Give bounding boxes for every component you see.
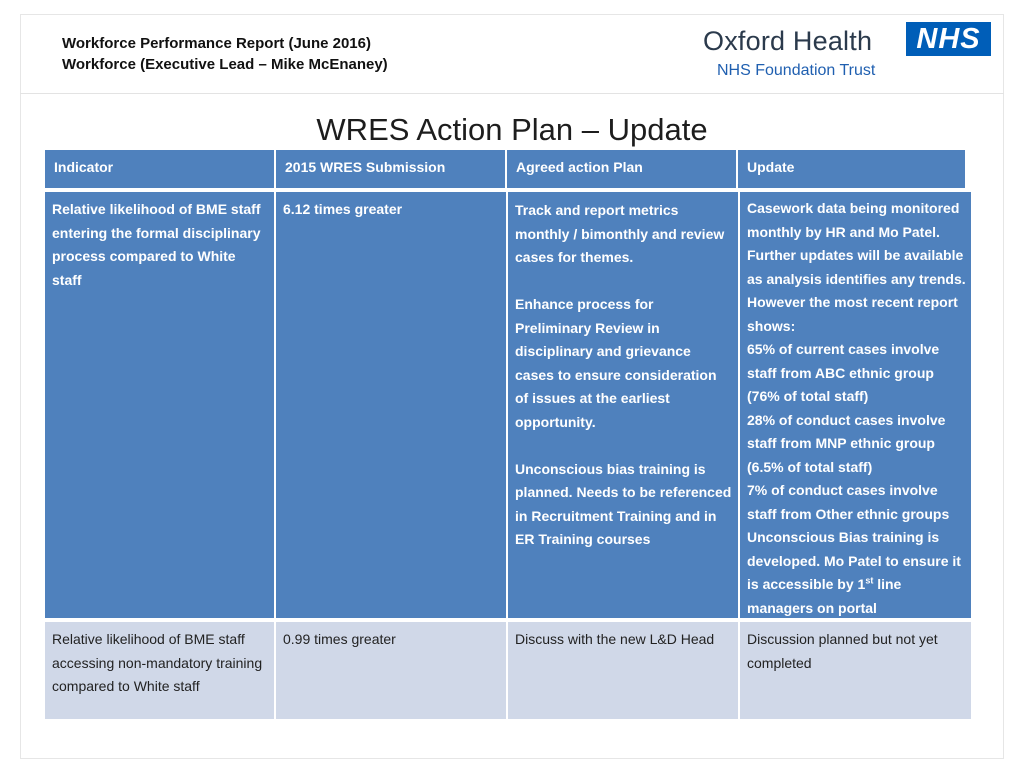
row1-action-metrics: Track and report metrics monthly / bimonthly and review cases for themes. [515,202,725,265]
row1-indicator-cell [45,192,274,618]
row2-submission: 0.99 times greater [283,631,396,647]
row1-action-review: Enhance process for Preliminary Review in disciplinary and grievance cases to ensure consideration of issues at the earliest opportunity. [515,296,717,430]
column-header-action-plan: Agreed action Plan [507,150,736,188]
row1-update-intro: Casework data being monitored monthly by HR and Mo Patel. Further updates will be available as analysis identifies any trends. However the most recent report shows: [747,200,966,334]
column-header-indicator: Indicator [45,150,274,188]
page-title: WRES Action Plan – Update [316,112,708,147]
logo-trust-name: NHS Foundation Trust [717,62,876,79]
row1-indicator: Relative likelihood of BME staff entering the formal disciplinary process compared to White staff [52,201,261,288]
header-divider [20,93,1004,94]
column-header-submission: 2015 WRES Submission [276,150,505,188]
nhs-logo-mark: NHS [906,22,991,56]
logo-org-name: Oxford Health [703,26,873,56]
report-title: Workforce Performance Report (June 2016) [62,35,371,52]
row1-update-cell [740,192,971,618]
report-subtitle: Workforce (Executive Lead – Mike McEnaney) [62,56,388,73]
row2-action-plan-cell [508,622,738,719]
row2-update: Discussion planned but not yet completed [747,631,938,671]
row1-submission-cell [276,192,506,618]
row1-update-closing: Unconscious Bias training is developed. Mo Patel to ensure it is accessible by 1st line managers on portal [747,529,961,616]
column-header-update: Update [738,150,965,188]
row2-submission-cell [276,622,506,719]
report-heading [62,33,388,75]
row2-action-plan: Discuss with the new L&D Head [515,631,715,647]
row1-action-plan-cell [508,192,738,618]
row2-update-cell [740,622,971,719]
row1-submission: 6.12 times greater [283,201,403,217]
row1-update-stat-abc: 65% of current cases involve staff from ABC ethnic group (76% of total staff) [747,341,940,404]
row2-indicator-cell [45,622,274,719]
row1-update-stat-mnp: 28% of conduct cases involve staff from MNP ethnic group (6.5% of total staff) [747,411,946,475]
row1-update-stat-other: 7% of conduct cases involve staff from Other ethnic groups [747,482,950,522]
row1-action-bias-training: Unconscious bias training is planned. Needs to be referenced in Recruitment Training and in ER Training courses [515,460,732,547]
row2-indicator: Relative likelihood of BME staff accessing non-mandatory training compared to White staff [52,631,263,694]
oxford-health-logo [700,20,992,84]
